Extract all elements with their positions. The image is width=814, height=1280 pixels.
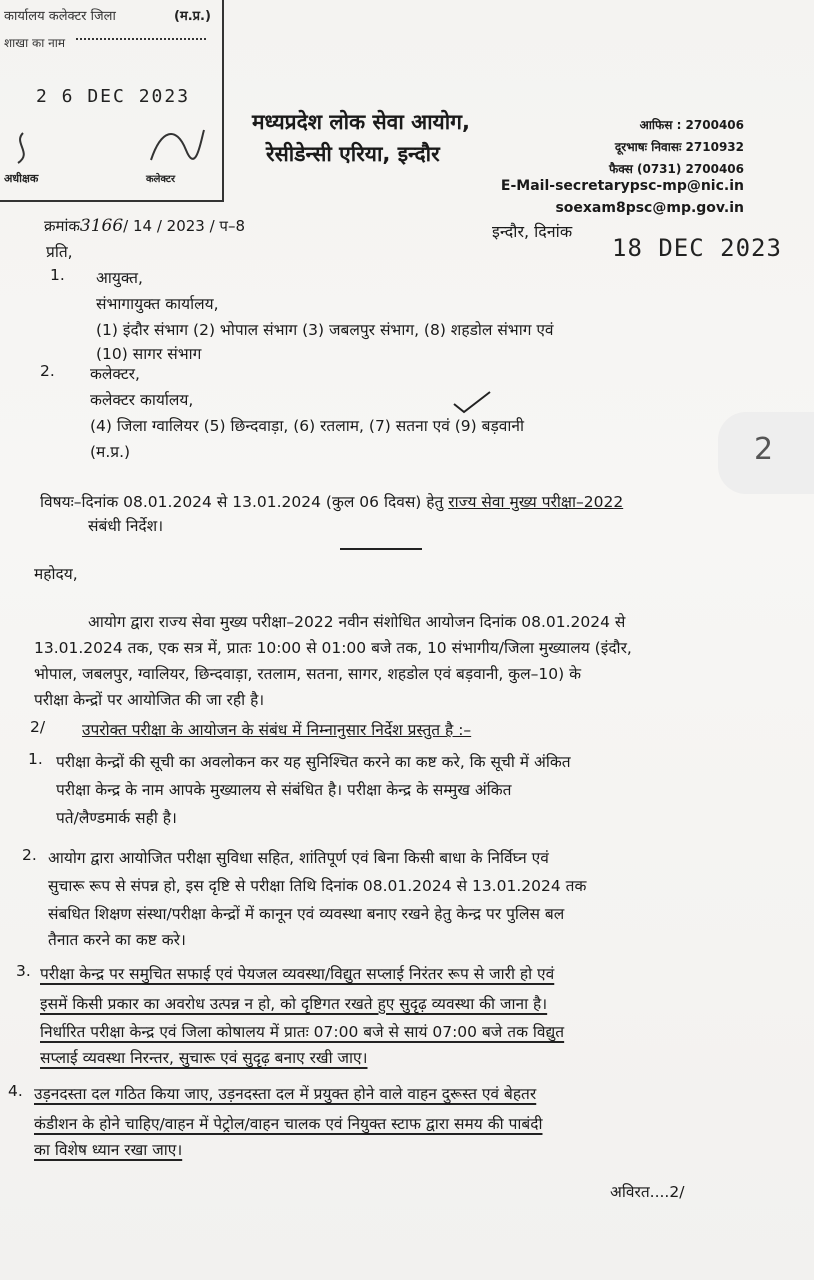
intro-line: आयोग द्वारा राज्य सेवा मुख्य परीक्षा–2022 नवीन संशोधित आयोजन दिनांक 08.01.2024 से: [88, 613, 626, 631]
subject-exam-name: राज्य सेवा मुख्य परीक्षा–2022: [448, 493, 624, 511]
checkmark-icon: [452, 390, 492, 416]
contact-office: आफिस : 2700406: [639, 118, 744, 132]
intro-line: 13.01.2024 तक, एक सत्र में, प्रातः 10:00 से 01:00 बजे तक, 10 संभागीय/जिला मुख्यालय (इंदौर,: [34, 639, 632, 657]
stamp-dotted-line: [76, 28, 206, 40]
point-line: निर्धारित परीक्षा केन्द्र एवं जिला कोषालय में प्रातः 07:00 बजे से सायं 07:00 बजे तक विद्युत: [40, 1023, 565, 1041]
recipient-number: 1.: [50, 266, 65, 284]
place-date-label: इन्दौर, दिनांक: [492, 222, 573, 241]
recipient-line: (म.प्र.): [90, 443, 131, 461]
subject-line: [40, 490, 623, 512]
reference-label: क्रमांक: [44, 217, 80, 235]
contact-email-1: E-Mail-secretarypsc-mp@nic.in: [500, 178, 744, 194]
stamp-branch-line: शाखा का नाम: [4, 36, 66, 50]
reference-number: 3166: [79, 216, 124, 236]
section-number: 2/: [30, 718, 46, 736]
recipient-number: 2.: [40, 362, 55, 380]
continued-marker: अविरत....2/: [610, 1183, 685, 1201]
recipient-line: कलेक्टर,: [90, 365, 140, 383]
stamp-date: 2 6 DEC 2023: [36, 86, 191, 107]
reference-line: [44, 216, 245, 236]
stamp-office-line: कार्यालय कलेक्टर जिला: [4, 9, 116, 24]
point-number: 4.: [8, 1082, 23, 1100]
point-line: परीक्षा केन्द्र के नाम आपके मुख्यालय से संबंधित है। परीक्षा केन्द्र के सम्मुख अंकित: [56, 781, 512, 799]
point-number: 2.: [22, 846, 37, 864]
subject-line-2: संबंधी निर्देश।: [88, 517, 164, 535]
point-number: 3.: [16, 962, 31, 980]
subject-label: विषयः–: [40, 493, 82, 511]
header-title: मध्यप्रदेश लोक सेवा आयोग,: [252, 110, 470, 134]
issue-date-stamp: 18 DEC 2023: [612, 234, 782, 262]
recipient-line: (4) जिला ग्वालियर (5) छिन्दवाड़ा, (6) रतलाम, (7) सतना एवं (9) बड़वानी: [90, 417, 525, 435]
recipient-line: आयुक्त,: [96, 269, 143, 287]
page-number: 2: [754, 432, 774, 467]
subject-text: दिनांक 08.01.2024 से 13.01.2024 (कुल 06 दिवस) हेतु: [81, 493, 449, 511]
recipient-line: (1) इंदौर संभाग (2) भोपाल संभाग (3) जबलपुर संभाग, (8) शहडोल संभाग एवं: [96, 321, 554, 339]
recipient-line: कलेक्टर कार्यालय,: [90, 391, 194, 409]
office-receipt-stamp: [0, 0, 224, 202]
intro-line: परीक्षा केन्द्रों पर आयोजित की जा रही है।: [34, 691, 265, 709]
stamp-initial: [8, 128, 38, 168]
point-line: सुचारू रूप से संपन्न हो, इस दृष्टि से परीक्षा तिथि दिनांक 08.01.2024 से 13.01.2024 तक: [48, 877, 587, 895]
recipient-line: संभागायुक्त कार्यालय,: [96, 295, 219, 313]
to-label: प्रति,: [46, 243, 73, 261]
point-line: आयोग द्वारा आयोजित परीक्षा सुविधा सहित, शांतिपूर्ण एवं बिना किसी बाधा के निर्विघ्न एवं: [48, 849, 549, 867]
point-number: 1.: [28, 750, 43, 768]
point-line: तैनात करने का कष्ट करे।: [48, 931, 186, 949]
point-line: परीक्षा केन्द्र पर समुचित सफाई एवं पेयजल व्यवस्था/विद्युत सप्लाई निरंतर रूप से जारी हो एवं: [40, 965, 555, 983]
divider: [340, 548, 422, 550]
point-line: कंडीशन के होने चाहिए/वाहन में पेट्रोल/वाहन चालक एवं नियुक्त स्टाफ द्वारा समय की पाबंदी: [34, 1115, 543, 1133]
stamp-signature: [146, 120, 206, 170]
intro-line: भोपाल, जबलपुर, ग्वालियर, छिन्दवाड़ा, रतलाम, सतना, सागर, शहडोल एवं बड़वानी, कुल–10) के: [34, 665, 581, 683]
point-line: सप्लाई व्यवस्था निरन्तर, सुचारू एवं सुदृढ़ बनाए रखी जाए।: [40, 1049, 368, 1067]
stamp-sign-left: अधीक्षक: [4, 172, 39, 185]
point-line: का विशेष ध्यान रखा जाए।: [34, 1141, 183, 1159]
point-line: उड़नदस्ता दल गठित किया जाए, उड़नदस्ता दल में प्रयुक्त होने वाले वाहन दुरूस्त एवं बेहतर: [34, 1085, 537, 1103]
reference-rest: / 14 / 2023 / प–8: [123, 217, 245, 235]
contact-residence: दूरभाषः निवासः 2710932: [614, 140, 744, 154]
recipient-line: (10) सागर संभाग: [96, 345, 202, 363]
section-heading: उपरोक्त परीक्षा के आयोजन के संबंध में निम्नानुसार निर्देश प्रस्तुत है :–: [82, 721, 472, 739]
page-number-badge: [718, 412, 814, 494]
salutation: महोदय,: [34, 565, 78, 583]
point-line: इसमें किसी प्रकार का अवरोध उत्पन्न न हो, को दृष्टिगत रखते हुए सुदृढ़ व्यवस्था की जाना है।: [40, 995, 548, 1013]
contact-fax: फैक्स (0731) 2700406: [608, 162, 744, 176]
header-subtitle: रेसीडेन्सी एरिया, इन्दौर: [266, 142, 440, 166]
point-line: पते/लैण्डमार्क सही है।: [56, 809, 177, 827]
contact-email-2: soexam8psc@mp.gov.in: [555, 200, 744, 216]
point-line: परीक्षा केन्द्रों की सूची का अवलोकन कर यह सुनिश्चित करने का कष्ट करे, कि सूची में अंकित: [56, 753, 571, 771]
stamp-sign-right: कलेक्टर: [146, 174, 176, 185]
stamp-state: (म.प्र.): [174, 9, 211, 24]
point-line: संबधित शिक्षण संस्था/परीक्षा केन्द्रों में कानून एवं व्यवस्था बनाए रखने हेतु केन्द्र पर पुलिस बल: [48, 905, 565, 923]
